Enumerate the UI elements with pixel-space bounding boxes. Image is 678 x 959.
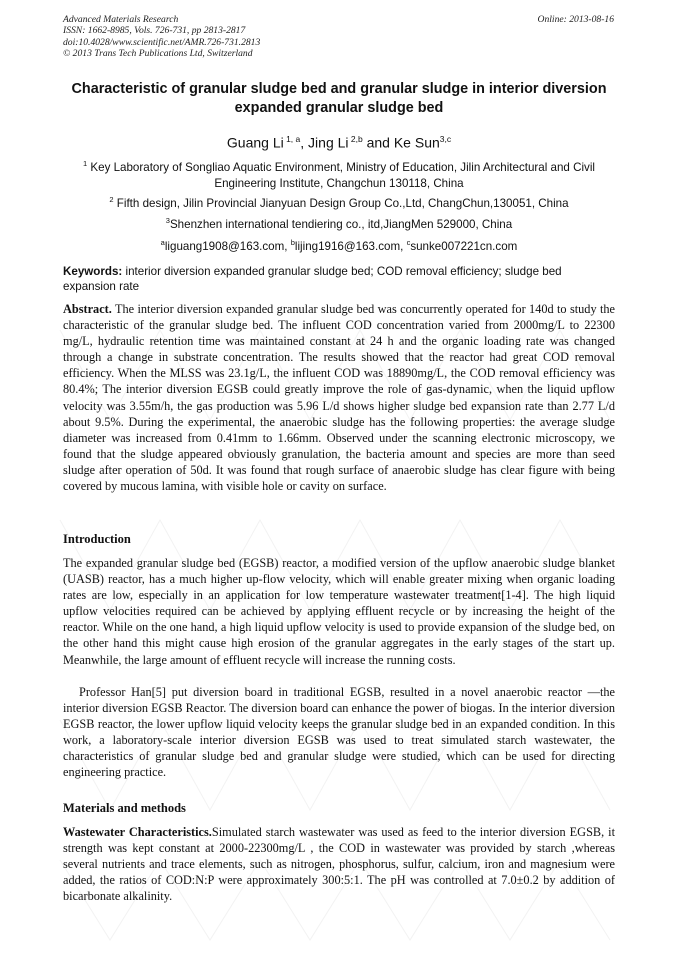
paper-title: Characteristic of granular sludge bed and granular sludge in interior diversion expanded granular sludge bed xyxy=(71,81,607,116)
issn-line: ISSN: 1662-8985, Vols. 726-731, pp 2813-2817 xyxy=(63,25,246,37)
online-date: Online: 2013-08-16 xyxy=(537,14,614,25)
email-mark: b xyxy=(290,238,295,247)
abstract xyxy=(63,301,615,494)
methods-subheading: Wastewater Characteristics. xyxy=(63,825,212,839)
keywords-label: Keywords: xyxy=(63,265,123,278)
introduction-paragraph-1: The expanded granular sludge bed (EGSB) reactor, a modified version of the upflow anaerobic sludge blanket (UASB) reactor, has a much higher up-flow velocity, which will enable greater mixing when organic loading rates are low, especially in an application for low temperature wastewater treatment[1-4]. The high liquid upflow velocities required can be achieved by applying effluent recycle or by increasing the height of the reactor. While on the one hand, a high liquid upflow velocity is used to provide expansion of the sludge bed, on the other hand this might cause high erosion of the granular aggregates in the early stages of the start up. Meanwhile, the large amount of effluent recycle will increase the running costs. xyxy=(63,556,615,667)
abstract-text: The interior diversion expanded granular sludge bed was concurrently operated for 140d to study the characteristic of the granular sludge bed. The influent COD concentration varied from 2000mg/L to 22300 mg/L, hydraulic retention time was maintained constant at 24 h and the organic loading rate was changed through a change in substrate concentration. The results showed that the reactor had great COD removal efficiency. When the MLSS was 23.1g/L, the influent COD was 18890mg/L, the COD removal efficiency was 80.4%; The interior diversion EGSB could greatly improve the role of gas-dynamic, when the liquid upflow velocity was 3.55m/h, the gas production was 5.96 L/d shows higher sludge bed expansion rate than 2.77 L/d about 9.5%. During the experimental, the anaerobic sludge has the following properties: the average sludge diameter was increased from 0.41mm to 1.66mm. Observed under the scanning electronic microscopy, we found that the sludge appeared obviously granulation, the bacteria amount and species are more than seed sludge after operation of 50d. It was found that rough surface of anaerobic sludge has clear figure with being covered by mucous lamina, with visible hole or cavity on surface. xyxy=(63,302,615,494)
copyright-line: © 2013 Trans Tech Publications Ltd, Switzerland xyxy=(63,48,253,60)
email-address[interactable]: lijing1916@163.com, xyxy=(294,239,407,253)
journal-name: Advanced Materials Research xyxy=(63,14,179,25)
affiliation-mark: 3 xyxy=(165,216,170,225)
email-mark: c xyxy=(406,238,411,247)
email-address[interactable]: liguang1908@163.com, xyxy=(164,239,291,253)
affiliation-mark: 2 xyxy=(109,195,114,204)
keywords xyxy=(63,264,615,294)
methods-paragraph xyxy=(63,824,615,904)
affiliation-text: Fifth design, Jilin Provincial Jianyuan Design Group Co.,Ltd, ChangChun,130051, China xyxy=(113,196,569,210)
affiliation-text: Shenzhen international tendiering co., itd,JiangMen 529000, China xyxy=(169,217,513,231)
affiliation-text: Key Laboratory of Songliao Aquatic Environment, Ministry of Education, Jilin Architectural and Civil Engineering Institute, Changchun 130118, China xyxy=(87,160,595,190)
author-name: Guang Li xyxy=(226,134,284,151)
affiliation-3 xyxy=(63,213,615,233)
keywords-text: interior diversion expanded granular sludge bed; COD removal efficiency; sludge bed expansion rate xyxy=(63,265,562,293)
abstract-label: Abstract. xyxy=(63,302,112,316)
author-affiliation-mark: 2,b xyxy=(348,134,363,144)
email-address[interactable]: sunke007221cn.com xyxy=(410,239,518,253)
introduction-paragraph-2: Professor Han[5] put diversion board in traditional EGSB, resulted in a novel anaerobic reactor —the interior diversion EGSB Reactor. The diversion board can enhance the power of biogas. In the interior diversion EGSB reactor, the lower upflow liquid velocity keeps the granular sludge bed in an expanded condition. In this work, a laboratory-scale interior diversion EGSB was used to treat simulated starch wastewater, the characteristics of granular sludge bed and granular sludge were studied, which can be used for directing engineering practice. xyxy=(63,685,615,780)
author-name: , Jing Li xyxy=(300,134,349,151)
affiliation-mark: 1 xyxy=(83,159,88,168)
doi-line: doi:10.4028/www.scientific.net/AMR.726-731.2813 xyxy=(63,36,261,48)
section-heading-methods: Materials and methods xyxy=(63,801,186,815)
author-affiliation-mark: 3,c xyxy=(439,134,452,144)
methods-text: Simulated starch wastewater was used as feed to the interior diversion EGSB, it strength was kept constant at 2000-22300mg/L , the COD in wastewater was provided by starch ,whereas several nutrients and trace elements, such as nitrogen, phosphorus, sulfur, calcium, iron and magnesium were added, the ratios of COD:N:P were approximately 300:5:1. The pH was controlled at 7.0±0.2 by addition of bicarbonate alkalinity. xyxy=(63,825,615,904)
author-list xyxy=(63,130,615,152)
author-affiliation-mark: 1, a xyxy=(283,134,301,144)
section-heading-introduction: Introduction xyxy=(63,532,131,546)
affiliation-1 xyxy=(63,156,615,192)
author-name: and Ke Sun xyxy=(362,134,440,151)
journal-header xyxy=(63,14,260,60)
email-mark: a xyxy=(160,238,165,247)
email-line xyxy=(63,235,615,255)
affiliation-2 xyxy=(63,192,615,212)
